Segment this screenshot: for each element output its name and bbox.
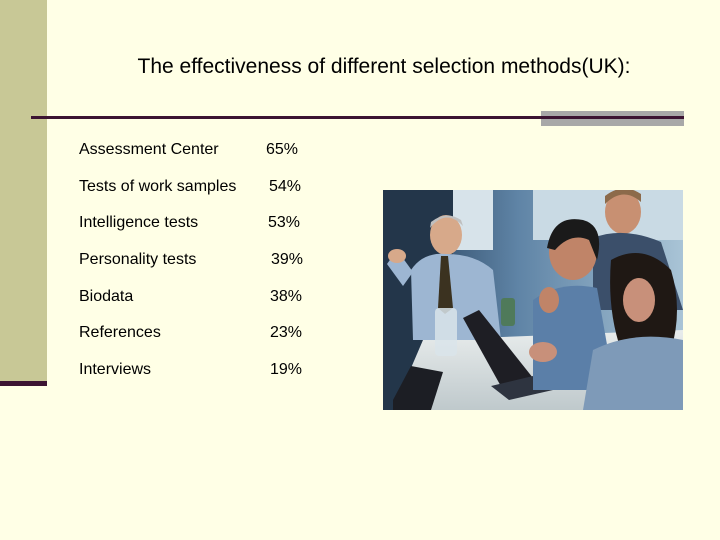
slide-title: The effectiveness of different selection methods(UK): [137,55,631,78]
business-meeting-photo [383,190,683,410]
method-percent: 53% [268,214,301,231]
method-name: Interviews [79,361,152,378]
method-row-personality-tests [79,250,304,270]
method-row-biodata [79,287,303,307]
method-name: Tests of work samples [79,178,237,195]
title-divider-block-line [541,116,684,119]
method-percent: 54% [269,178,302,195]
method-name: Biodata [79,288,134,305]
left-decor-bar-foot [0,381,47,386]
method-percent: 39% [271,251,304,268]
method-row-references [79,323,303,343]
method-row-work-samples [79,177,302,197]
method-row-assessment-center [79,140,299,160]
method-row-intelligence-tests [79,213,301,233]
method-percent: 38% [270,288,303,305]
method-name: References [79,324,161,341]
method-percent: 65% [266,141,299,158]
method-percent: 19% [270,361,303,378]
left-decor-bar [0,0,47,381]
method-name: Intelligence tests [79,214,199,231]
method-row-interviews [79,360,303,380]
method-percent: 23% [270,324,303,341]
method-name: Assessment Center [79,141,219,158]
method-name: Personality tests [79,251,197,268]
